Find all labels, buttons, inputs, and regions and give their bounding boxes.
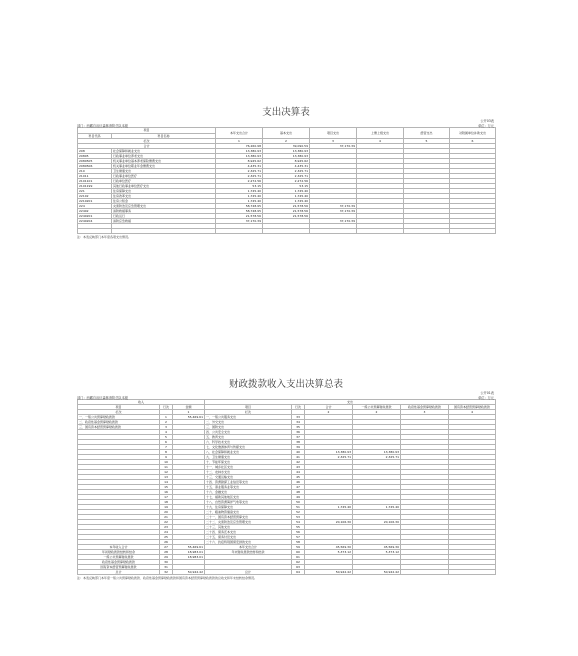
header-col: 基本支出	[263, 128, 310, 139]
header-total: 合计	[305, 405, 353, 410]
expense-total-cell: 2,325.71	[305, 455, 353, 460]
index-cell: 2	[263, 139, 310, 144]
subject-name-cell: 灾害防治及应急管理支出	[112, 204, 216, 209]
income-line-cell: 28	[160, 550, 173, 555]
amount-cell: 53.15	[263, 184, 310, 189]
expense-general-cell: 20,106.30	[353, 520, 401, 525]
empty-cell	[310, 229, 357, 234]
expense-line-cell: 41	[292, 455, 305, 460]
index-cell: 4	[449, 410, 496, 415]
amount-cell: 13,380.93	[216, 154, 263, 159]
income-line-cell: 30	[160, 560, 173, 565]
index-cell: 6	[450, 139, 496, 144]
expense-line-cell: 38	[292, 440, 305, 445]
income-line-cell: 16	[160, 490, 173, 495]
expense-line-cell: 61	[292, 555, 305, 560]
expense-general-cell: 5,373.12	[353, 550, 401, 555]
subject-code-cell: 21011	[78, 174, 112, 179]
amount-cell: 4,435.31	[263, 164, 310, 169]
expense-state-capital-cell	[449, 570, 496, 575]
header-amount: 金额	[173, 405, 205, 410]
expense-line-cell: 63	[292, 565, 305, 570]
sheet1-unit: 单位：万元	[478, 123, 494, 128]
income-line-cell: 18	[160, 500, 173, 505]
empty-row	[78, 229, 496, 234]
subject-name-cell: 住房公积金	[112, 199, 216, 204]
expense-general-cell: 1,745.40	[353, 505, 401, 510]
expense-gov-fund-cell	[401, 570, 449, 575]
empty-cell	[404, 229, 450, 234]
expense-total-cell: 45,569.30	[305, 545, 353, 550]
total-label: 合计	[78, 144, 216, 149]
amount-cell: 2,325.71	[216, 174, 263, 179]
amount-cell: 37,170.39	[310, 209, 357, 214]
expense-line-cell: 59	[292, 545, 305, 550]
amount-cell: 8,945.62	[263, 159, 310, 164]
income-line-cell: 14	[160, 480, 173, 485]
empty-cell	[357, 229, 404, 234]
expense-line-cell: 49	[292, 495, 305, 500]
index-cell: 1	[173, 410, 205, 415]
sheet2-form-no: 公开01表	[480, 391, 494, 395]
expense-item-cell: 二十一、国有资本经营预算支出	[205, 515, 292, 520]
income-line-cell: 7	[160, 445, 173, 450]
header-col: 项目支出	[310, 128, 357, 139]
amount-cell: 1,745.40	[263, 199, 310, 204]
expense-item-cell: 十三、交通运输支出	[205, 475, 292, 480]
expense-item-cell: 一、一般公共服务支出	[205, 415, 292, 420]
expense-line-cell: 37	[292, 435, 305, 440]
subject-name-cell: 机关事业单位职业年金缴费支出	[112, 164, 216, 169]
income-header: 收入	[78, 400, 205, 405]
expense-line-cell: 35	[292, 425, 305, 430]
index-cell: 2	[353, 410, 401, 415]
sheet2-unit: 单位：万元	[478, 395, 494, 400]
index-label: 栏次	[205, 410, 292, 415]
expense-line-cell: 57	[292, 535, 305, 540]
index-cell: 3	[310, 139, 357, 144]
amount-cell: 37,170.39	[310, 204, 357, 209]
amount-cell: 4,435.31	[216, 164, 263, 169]
subject-name-cell: 住房改革支出	[112, 194, 216, 199]
header-col: 对附属单位补助支出	[450, 128, 496, 139]
total-cell: 76,260.98	[216, 144, 263, 149]
expense-line-cell: 42	[292, 460, 305, 465]
subject-name-cell: 行政事业单位医疗	[112, 174, 216, 179]
expense-item-cell: 二十四、债务还本支出	[205, 530, 292, 535]
subject-name-cell: 消防应急救援	[112, 219, 216, 224]
index-cell: 1	[216, 139, 263, 144]
expense-item-cell: 四、公共安全支出	[205, 430, 292, 435]
income-item-cell: 政府性基金预算财政拨款	[78, 560, 160, 565]
sheet1-meta	[77, 118, 495, 127]
expense-line-cell: 44	[292, 470, 305, 475]
income-amount-cell: 18,983.01	[173, 555, 205, 560]
expense-line-cell: 48	[292, 490, 305, 495]
income-item-cell: 国有资本经营预算财政拨款	[78, 565, 160, 570]
index-label: 栏次	[78, 410, 160, 415]
index-cell: 3	[401, 410, 449, 415]
amount-cell: 58,748.95	[216, 204, 263, 209]
amount-cell: 2,325.71	[263, 174, 310, 179]
sheet1-dept: 部门：西藏自治区森林消防总队本级	[77, 123, 128, 128]
income-amount-cell: 55,469.61	[173, 415, 205, 420]
subject-code-cell: 224	[78, 204, 112, 209]
amount-cell: 13,380.93	[263, 154, 310, 159]
subject-code-cell: 2240201	[78, 214, 112, 219]
income-amount-cell: 18,983.01	[173, 550, 205, 555]
subject-name-cell: 卫生健康支出	[112, 169, 216, 174]
header-name: 科目名称	[112, 133, 216, 139]
expenditure-table	[77, 127, 496, 234]
expense-general-cell: 50,942.42	[353, 570, 401, 575]
expense-line-cell: 54	[292, 520, 305, 525]
subject-name-cell: 住房保障支出	[112, 189, 216, 194]
income-line-cell: 3	[160, 425, 173, 430]
header-code: 科目代码	[78, 133, 112, 139]
subject-name-cell: 其他行政事业单位医疗支出	[112, 184, 216, 189]
index-cell: 4	[357, 139, 404, 144]
expense-item-cell: 十四、资源勘探工业信息等支出	[205, 480, 292, 485]
income-line-cell: 4	[160, 430, 173, 435]
income-line-cell: 20	[160, 510, 173, 515]
expense-total-cell: 5,373.12	[305, 550, 353, 555]
income-line-cell: 6	[160, 440, 173, 445]
subject-code-cell: 20805	[78, 154, 112, 159]
income-amount-cell: 50,942.42	[173, 570, 205, 575]
expense-line-cell: 60	[292, 550, 305, 555]
sheet2-dept: 部门：西藏自治区森林消防总队本级	[77, 395, 128, 400]
expense-item-cell: 七、文化旅游体育与传媒支出	[205, 445, 292, 450]
header-gov-fund: 政府性基金预算财政拨款	[401, 405, 449, 410]
expense-line-cell: 53	[292, 515, 305, 520]
expense-total-cell: 20,106.30	[305, 520, 353, 525]
subject-name-cell: 社会保障和就业支出	[112, 149, 216, 154]
expense-line-cell: 55	[292, 525, 305, 530]
empty-cell	[78, 229, 112, 234]
income-item-cell: 二、政府性基金预算财政拨款	[78, 420, 160, 425]
expense-line-cell: 52	[292, 510, 305, 515]
amount-cell: 1,745.40	[216, 194, 263, 199]
expense-item-cell: 二、外交支出	[205, 420, 292, 425]
subject-code-cell: 2101199	[78, 184, 112, 189]
amount-cell: 21,578.56	[216, 214, 263, 219]
expense-item-cell: 八、社会保障和就业支出	[205, 450, 292, 455]
expense-general-cell: 2,325.71	[353, 455, 401, 460]
expense-line-cell: 40	[292, 450, 305, 455]
subject-name-cell: 行政事业单位养老支出	[112, 154, 216, 159]
header-line: 行次	[160, 405, 173, 410]
expense-item-cell: 九、卫生健康支出	[205, 455, 292, 460]
amount-cell: 21,578.56	[263, 204, 310, 209]
expense-line-cell: 62	[292, 560, 305, 565]
income-line-cell: 26	[160, 540, 173, 545]
subject-code-cell: 2101101	[78, 179, 112, 184]
header-col: 本年支出合计	[216, 128, 263, 139]
index-cell: 5	[404, 139, 450, 144]
fiscal-summary-sheet	[77, 376, 495, 580]
expenditure-rows	[78, 149, 496, 234]
income-line-cell: 22	[160, 520, 173, 525]
empty-cell	[263, 229, 310, 234]
expense-line-cell: 51	[292, 505, 305, 510]
subject-code-cell: 2080505	[78, 159, 112, 164]
subject-name-cell: 行政运行	[112, 214, 216, 219]
sheet1-form-no: 公开03表	[480, 119, 494, 123]
subject-code-cell: 221	[78, 189, 112, 194]
index-cell: 2	[305, 410, 353, 415]
empty-cell	[216, 229, 263, 234]
sheet2-title: 财政拨款收入支出决算总表	[228, 379, 343, 390]
subject-code-cell: 2240204	[78, 219, 112, 224]
expense-line-cell: 39	[292, 445, 305, 450]
sheet2-meta	[77, 390, 495, 399]
income-line-cell: 9	[160, 455, 173, 460]
income-line-cell: 10	[160, 460, 173, 465]
header-line: 行次	[292, 405, 305, 410]
header-state-capital: 国有资本经营预算财政拨款	[449, 405, 496, 410]
income-item-cell: 本年收入合计	[78, 545, 160, 550]
amount-cell: 2,272.56	[263, 179, 310, 184]
header-item: 项目	[78, 128, 216, 134]
amount-cell: 8,945.62	[216, 159, 263, 164]
expense-line-cell: 43	[292, 465, 305, 470]
income-line-cell: 27	[160, 545, 173, 550]
expense-line-cell: 47	[292, 485, 305, 490]
amount-cell: 53.15	[216, 184, 263, 189]
header-col: 经营支出	[404, 128, 450, 139]
expense-item-cell: 总计	[205, 570, 292, 575]
subject-name-cell: 机关事业单位基本养老保险缴费支出	[112, 159, 216, 164]
expense-item-cell: 十二、农林水支出	[205, 470, 292, 475]
amount-cell: 2,272.56	[216, 179, 263, 184]
expense-item-cell: 十七、援助其他地区支出	[205, 495, 292, 500]
amount-cell: 21,578.56	[263, 209, 310, 214]
sheet2-note: 注：本表反映部门本年度一般公共预算财政拨款、政府性基金预算财政拨款和国有资本经营预算财政拨款的总收支和年末结转结余情况。	[77, 576, 258, 580]
expense-item-cell: 二十六、抗疫特别国债安排的支出	[205, 540, 292, 545]
header-general: 一般公共预算财政拨款	[353, 405, 401, 410]
amount-cell: 1,745.40	[216, 199, 263, 204]
subject-code-cell: 208	[78, 149, 112, 154]
index-label: 栏次	[78, 139, 216, 144]
expense-item-cell: 二十、粮油物资储备支出	[205, 510, 292, 515]
total-cell: 37,170.39	[310, 144, 357, 149]
expense-line-cell: 34	[292, 420, 305, 425]
expense-item-cell: 五、教育支出	[205, 435, 292, 440]
subject-code-cell: 22102	[78, 194, 112, 199]
total-cell: 39,090.59	[263, 144, 310, 149]
expense-line-cell: 50	[292, 500, 305, 505]
amount-cell: 58,748.95	[216, 209, 263, 214]
empty-cell	[112, 229, 216, 234]
expense-line-cell: 58	[292, 540, 305, 545]
expense-line-cell: 64	[292, 570, 305, 575]
income-line-cell: 23	[160, 525, 173, 530]
expense-line-cell: 45	[292, 475, 305, 480]
income-line-cell: 1	[160, 415, 173, 420]
expense-total-cell: 13,380.93	[305, 450, 353, 455]
income-item-cell: 一、一般公共预算财政拨款	[78, 415, 160, 420]
sheet1-title: 支出决算表	[262, 107, 310, 118]
income-line-cell: 31	[160, 565, 173, 570]
income-amount-cell: 55,469.61	[173, 545, 205, 550]
expense-item-cell: 二十五、债务付息支出	[205, 535, 292, 540]
subject-name-cell: 消防救援事务	[112, 209, 216, 214]
expense-header: 支出	[205, 400, 496, 405]
amount-cell: 1,745.40	[216, 189, 263, 194]
fiscal-summary-table	[77, 399, 496, 575]
amount-cell: 1,745.40	[263, 189, 310, 194]
income-item-cell: 总计	[78, 570, 160, 575]
sheet1-note: 注：本表反映部门本年度各项支出情况。	[77, 235, 132, 240]
income-line-cell: 11	[160, 465, 173, 470]
expense-line-cell: 36	[292, 430, 305, 435]
expense-item-cell: 十九、住房保障支出	[205, 505, 292, 510]
amount-cell: 21,578.56	[263, 214, 310, 219]
expense-item-cell: 十八、自然资源海洋气象等支出	[205, 500, 292, 505]
income-item-cell: 年初财政拨款结转和结余	[78, 550, 160, 555]
expense-item-cell: 二十二、灾害防治及应急管理支出	[205, 520, 292, 525]
income-line-cell: 21	[160, 515, 173, 520]
subject-code-cell: 2080506	[78, 164, 112, 169]
expense-item-cell: 年末财政拨款结转和结余	[205, 550, 292, 555]
expense-general-cell: 45,569.30	[353, 545, 401, 550]
expense-item-cell: 三、国防支出	[205, 425, 292, 430]
header-col: 上缴上级支出	[357, 128, 404, 139]
subject-name-cell: 行政单位医疗	[112, 179, 216, 184]
income-line-cell: 17	[160, 495, 173, 500]
amount-cell: 37,170.39	[310, 219, 357, 224]
expense-line-cell: 33	[292, 415, 305, 420]
amount-cell: 13,380.93	[216, 149, 263, 154]
fiscal-summary-rows	[78, 415, 496, 575]
amount-cell: 2,325.71	[263, 169, 310, 174]
expense-item-cell: 二十三、其他支出	[205, 525, 292, 530]
income-line-cell: 8	[160, 450, 173, 455]
summary-row	[78, 570, 496, 575]
income-line-cell: 12	[160, 470, 173, 475]
expense-item-cell: 十五、商业服务业等支出	[205, 485, 292, 490]
expense-total-cell: 50,942.42	[305, 570, 353, 575]
expense-general-cell: 13,380.93	[353, 450, 401, 455]
amount-cell: 1,745.40	[263, 194, 310, 199]
subject-code-cell: 2210201	[78, 199, 112, 204]
income-line-cell: 32	[160, 570, 173, 575]
income-line-cell: 5	[160, 435, 173, 440]
income-line-cell: 13	[160, 475, 173, 480]
amount-cell: 2,325.71	[216, 169, 263, 174]
subject-code-cell: 210	[78, 169, 112, 174]
header-item: 项目	[205, 405, 292, 410]
income-line-cell: 19	[160, 505, 173, 510]
empty-cell	[450, 229, 496, 234]
amount-cell: 37,170.39	[216, 219, 263, 224]
income-line-cell: 24	[160, 530, 173, 535]
expense-line-cell: 56	[292, 530, 305, 535]
expense-line-cell: 46	[292, 480, 305, 485]
expense-total-cell: 1,745.40	[305, 505, 353, 510]
expense-item-cell: 六、科学技术支出	[205, 440, 292, 445]
expenditure-sheet	[77, 104, 495, 239]
expense-item-cell: 十、节能环保支出	[205, 460, 292, 465]
expense-item-cell: 本年支出合计	[205, 545, 292, 550]
income-item-cell: 三、国有资本经营预算财政拨款	[78, 425, 160, 430]
income-line-cell: 29	[160, 555, 173, 560]
expense-item-cell: 十一、城乡社区支出	[205, 465, 292, 470]
header-item: 项目	[78, 405, 160, 410]
amount-cell: 13,380.93	[263, 149, 310, 154]
income-line-cell: 2	[160, 420, 173, 425]
income-line-cell: 25	[160, 535, 173, 540]
expense-item-cell: 十六、金融支出	[205, 490, 292, 495]
income-item-cell: 一般公共预算财政拨款	[78, 555, 160, 560]
subject-code-cell: 22402	[78, 209, 112, 214]
income-line-cell: 15	[160, 485, 173, 490]
